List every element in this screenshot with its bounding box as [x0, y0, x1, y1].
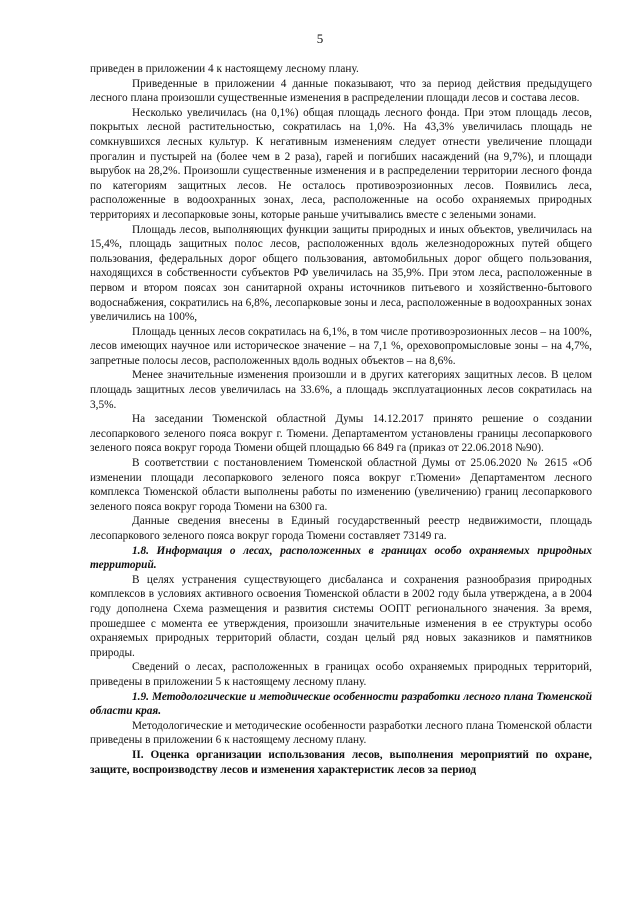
section-heading: 1.9. Методологические и методические особенности разработки лесного плана Тюменской области края.	[90, 690, 592, 718]
paragraph: Менее значительные изменения произошли и в других категориях защитных лесов. В целом площадь защитных лесов увеличилась на 33.6%, а площадь эксплуатационных лесов сократилась на 3,5%.	[90, 369, 592, 411]
section-heading: 1.8. Информация о лесах, расположенных в границах особо охраняемых природных территорий.	[90, 544, 592, 572]
paragraph: Методологические и методические особенности разработки лесного плана Тюменской области приведены в приложении 6 к настоящему лесному плану.	[90, 719, 592, 747]
paragraph: Данные сведения внесены в Единый государственный реестр недвижимости, площадь лесопаркового зеленого пояса вокруг города Тюмени составляет 73149 га.	[90, 515, 592, 542]
paragraph: приведен в приложении 4 к настоящему лесному плану.	[90, 63, 359, 75]
paragraph: В целях устранения существующего дисбаланса и сохранения разнообразия природных комплексов в условиях активного освоения Тюменской области в 2002 году была утверждена, а в 2004 году дополнена Схема размещения и развития системы ООПТ регионального значения. За время, прошедшее с момента ее утверждения, произошли значительные изменения в ее структуры особо охраняемых природных территорий области, создан целый ряд новых заказников и памятников природы.	[90, 573, 592, 659]
paragraph: Площадь ценных лесов сократилась на 6,1%, в том числе противоэрозионных лесов – на 100%, лесов имеющих научное или историческое значение – на 7,1 %, ореховопромысловые зоны – на 4,7%, запретные полосы лесов, расположенных вдоль водных объектов – на 8,6%.	[90, 325, 592, 367]
paragraph: Сведений о лесах, расположенных в границах особо охраняемых природных территорий, приведены в приложении 5 к настоящему лесному плану.	[90, 661, 592, 688]
page-number: 5	[316, 31, 324, 46]
section-heading: II. Оценка организации использования лесов, выполнения мероприятий по охране, защите, воспроизводству лесов и изменения характеристик лесов за период	[90, 748, 592, 776]
paragraph: Площадь лесов, выполняющих функции защиты природных и иных объектов, увеличилась на 15,4%, площадь защитных полос лесов, расположенных вдоль железнодорожных путей общего пользования, федеральных дорог общего пользования, автомобильных дорог общего пользования, находящихся в собственности субъектов РФ увеличилась на 35,9%. При этом леса, расположенные в первом и втором поясах зон санитарной охраны источников питьевого и хозяйственно-бытового водоснабжения, сократились на 6,8%, лесопарковые зоны и леса, расположенные в водоохранных зонах увеличились на 100%,	[90, 223, 592, 324]
paragraph: В соответствии с постановлением Тюменской областной Думы от 25.06.2020 № 2615 «Об изменении площади лесопаркового зеленого пояса вокруг г.Тюмени» Департаментом лесного комплекса Тюменской области выполнены работы по изменению (увеличению) границ лесопаркового зеленого пояса вокруг города Тюмени на 6300 га.	[90, 457, 592, 513]
document-body	[90, 62, 592, 777]
paragraph: Несколько увеличилась (на 0,1%) общая площадь лесного фонда. При этом площадь лесов, покрытых лесной растительностью, сократилась на 1,0%. На 43,3% увеличилась площадь не сомкнувшихся лесных культур. К негативным изменениям следует отнести увеличение площади прогалин и пустырей на (более чем в 2 раза), гарей и погибших насаждений (на 9,7%), и площади вырубок на 28,2%. Произошли существенные изменения и в распределении территории лесного фонда по категориям защитных лесов. Не осталось противоэрозионных лесов. Появились леса, расположенные в водоохранных зонах, леса, расположенные на особо охраняемых природных территориях и лесопарковые зоны, которые раньше учитывались вместе с зелеными зонами.	[90, 106, 592, 221]
paragraph: Приведенные в приложении 4 данные показывают, что за период действия предыдущего лесного плана произошли существенные изменения в распределении площади лесов и состава лесов.	[90, 77, 592, 105]
paragraph: На заседании Тюменской областной Думы 14.12.2017 принято решение о создании лесопаркового зеленого пояса вокруг г. Тюмени. Департаментом установлены границы лесопаркового зеленого пояса вокруг города Тюмени общей площадью 66 849 га (приказ от 22.06.2018 №90).	[90, 413, 592, 455]
